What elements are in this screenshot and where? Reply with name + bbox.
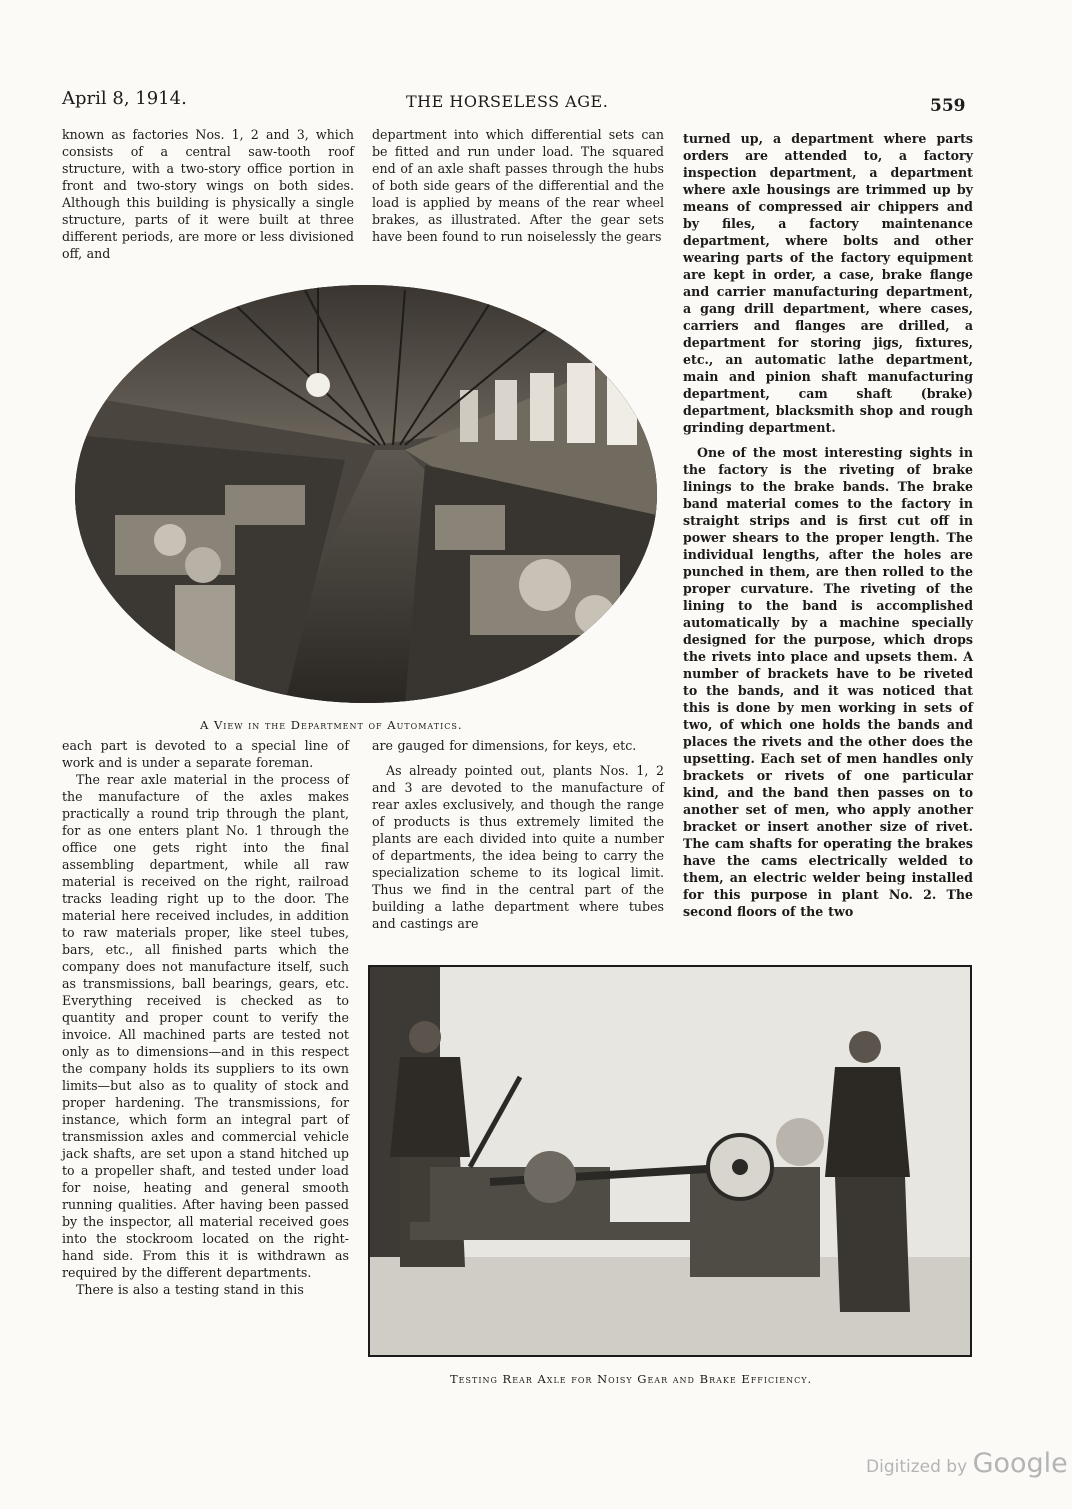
paragraph: known as factories Nos. 1, 2 and 3, which consists of a central saw-tooth roof structure, with a two-story office portion in front and two-story wings on both sides. Although this building is physically a single structure, parts of it were built at three different periods, are more or less divisioned off, and xyxy=(62,127,354,261)
paragraph: One of the most interesting sights in the factory is the riveting of brake linings to the brake bands. The brake band material comes to the factory in straight strips and is first cut off in power shears to the proper length. The individual lengths, after the holes are punched in them, are then rolled to the proper curvature. The riveting of the lining to the band is accomplished automatically by a machine specially designed for the purpose, which drops the rivets into place and upsets them. A number of brackets have to be riveted to the bands, and it was noticed that this is done by men working in sets of two, of which one holds the bands and places the rivets and the other does the upsetting. Each set of men handles only brackets or rivets of one particular kind, and the band then passes on to another set of men, who apply another bracket or insert another size of rivet. The cam shafts for operating the brakes have the cams electrically welded to them, an electric welder being installed for this purpose in plant No. 2. The second floors of the two xyxy=(683,445,973,919)
column-top-left xyxy=(62,126,354,262)
paragraph: There is also a testing stand in this xyxy=(76,1282,304,1297)
factory-view-caption: A View in the Department of Automatics. xyxy=(200,718,463,732)
paragraph: As already pointed out, plants Nos. 1, 2 and 3 are devoted to the manufacture of rear axles exclusively, and though the range of products is thus extremely limited the plants are each divided into quite a number of departments, the idea being to carry the specialization scheme to its logical limit. Thus we find in the central part of the building a lathe department where tubes and castings are xyxy=(372,763,664,931)
axle-test-photo xyxy=(368,965,972,1357)
watermark-brand: Google xyxy=(972,1448,1068,1479)
column-right xyxy=(683,130,973,920)
factory-view-photo xyxy=(75,285,657,703)
axle-test-caption: Testing Rear Axle for Noisy Gear and Brake Efficiency. xyxy=(450,1372,813,1386)
axle-testing-illustration xyxy=(370,967,970,1355)
paragraph: are gauged for dimensions, for keys, etc. xyxy=(372,738,637,753)
watermark-prefix: Digitized by xyxy=(866,1457,968,1477)
column-bottom-left xyxy=(62,737,349,1298)
digitized-watermark xyxy=(866,1448,1068,1479)
paragraph: turned up, a department where parts orders are attended to, a factory inspection department, a department where axle housings are trimmed up by means of compressed air chippers and by files, a factory maintenance department, where bolts and other wearing parts of the factory equipment are kept in order, a case, brake flange and carrier manufacturing department, a gang drill department, where cases, carriers and flanges are drilled, a department for storing jigs, fixtures, etc., an automatic lathe department, main and pinion shaft manufacturing department, cam shaft (brake) department, blacksmith shop and rough grinding department. xyxy=(683,131,973,435)
factory-interior-illustration xyxy=(75,285,657,703)
column-bottom-middle xyxy=(372,737,664,932)
running-title: THE HORSELESS AGE. xyxy=(406,92,609,111)
page-number: 559 xyxy=(930,96,966,116)
running-date: April 8, 1914. xyxy=(62,88,187,109)
paragraph: The rear axle material in the process of the manufacture of the axles makes practically a round trip through the plant, for as one enters plant No. 1 through the office one gets right into the final assembling department, while all raw material is received on the right, railroad tracks leading right up to the door. The material here received includes, in addition to raw materials proper, like steel tubes, bars, etc., all finished parts which the company does not manufacture itself, such as transmissions, ball bearings, gears, etc. Everything received is checked as to quantity and proper count to verify the invoice. All machined parts are tested not only as to dimensions—and in this respect the company holds its suppliers to its own limits—but also as to quality of stock and proper hardening. The transmissions, for instance, which form an integral part of transmission axles and commercial vehicle jack shafts, are set upon a stand hitched up to a propeller shaft, and tested under load for noise, heating and general smooth running qualities. After having been passed by the inspector, all material received goes into the stockroom located on the right-hand side. From this it is withdrawn as required by the different departments. xyxy=(62,772,349,1280)
paragraph: each part is devoted to a special line of work and is under a separate foreman. xyxy=(62,738,349,770)
paragraph: department into which differential sets can be fitted and run under load. The squared end of an axle shaft passes through the hubs of both side gears of the differential and the load is applied by means of the rear wheel brakes, as illustrated. After the gear sets have been found to run noiselessly the gears xyxy=(372,127,664,244)
column-top-middle xyxy=(372,126,664,245)
